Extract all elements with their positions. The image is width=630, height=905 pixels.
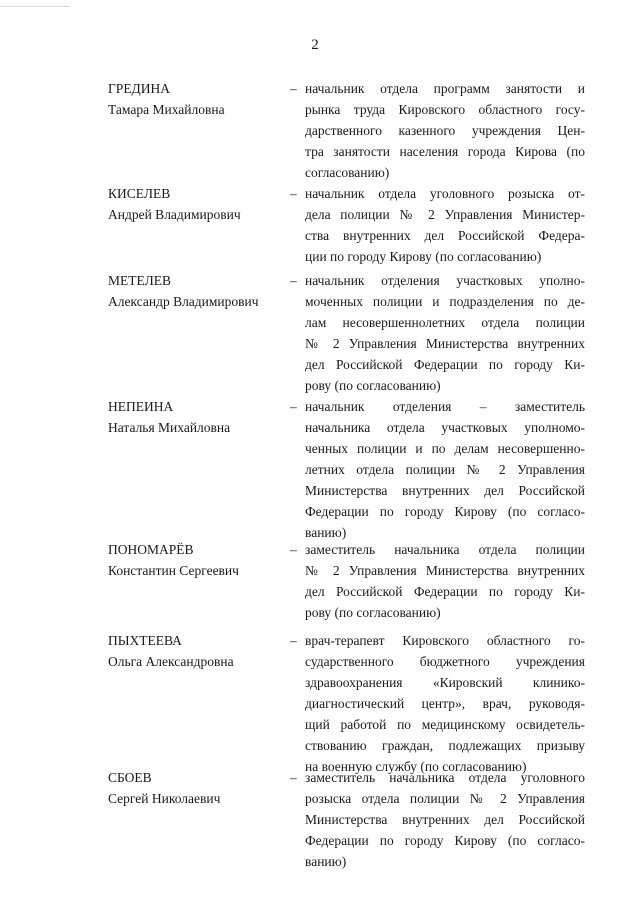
member-name	[108, 767, 283, 809]
position-line: № 2 Управления Министерства внутренних	[305, 563, 585, 578]
position-line: дарственного казенного учреждения Цен-	[305, 123, 585, 138]
position-line: Министерства внутренних дел Российской	[305, 483, 585, 498]
member-given-name: Константин Сергеевич	[108, 563, 239, 578]
position-line: летних отдела полиции № 2 Управления	[305, 462, 585, 477]
member-position	[305, 630, 585, 777]
member-surname: НЕПЕИНА	[108, 399, 174, 414]
position-line: Федерации по городу Кирову (по согласо-	[305, 833, 585, 848]
member-surname: ПЫХТЕЕВА	[108, 633, 182, 648]
member-name	[108, 270, 283, 312]
position-line: ствованию граждан, подлежащих призыву	[305, 738, 585, 753]
dash-separator: –	[290, 399, 297, 414]
position-line: дел Российской Федерации по городу Ки-	[305, 584, 585, 599]
position-line: лам несовершеннолетних отдела полиции	[305, 315, 585, 330]
position-line: диагностический центр», врач, руководя-	[305, 696, 585, 711]
position-line: начальник отдела программ занятости и	[305, 81, 585, 96]
member-surname: ГРЕДИНА	[108, 81, 171, 96]
position-line: Министерства внутренних дел Российской	[305, 812, 585, 827]
position-line: моченных полиции и подразделения по де-	[305, 294, 585, 309]
dash-separator: –	[290, 273, 297, 288]
position-line: тра занятости населения города Кирова (по	[305, 144, 585, 159]
dash-separator: –	[290, 81, 297, 96]
position-line: № 2 Управления Министерства внутренних	[305, 336, 585, 351]
position-line: рову (по согласованию)	[305, 378, 441, 393]
position-line: заместитель начальника отдела полиции	[305, 542, 585, 557]
position-line: на военную службу (по согласованию)	[305, 759, 527, 774]
position-line: дел Российской Федерации по городу Ки-	[305, 357, 585, 372]
member-given-name: Андрей Владимирович	[108, 207, 241, 222]
member-position	[305, 767, 585, 872]
dash-separator: –	[290, 770, 297, 785]
member-given-name: Сергей Николаевич	[108, 791, 221, 806]
position-line: ции по городу Кирову (по согласованию)	[305, 249, 542, 264]
position-line: розыска отдела полиции № 2 Управления	[305, 791, 585, 806]
position-line: ства внутренних дел Российской Федера-	[305, 228, 585, 243]
page-number: 2	[311, 37, 319, 53]
position-line: щий работой по медицинскому освидетель-	[305, 717, 585, 732]
member-name	[108, 396, 283, 438]
position-line: начальник отделения – заместитель	[305, 399, 585, 414]
scan-edge-mark	[0, 6, 70, 7]
dash-separator: –	[290, 542, 297, 557]
member-given-name: Тамара Михайловна	[108, 102, 225, 117]
position-line: начальник отделения участковых уполно-	[305, 273, 585, 288]
member-surname: СБОЕВ	[108, 770, 152, 785]
dash-separator: –	[290, 186, 297, 201]
dash-separator: –	[290, 633, 297, 648]
position-line: сударственного бюджетного учреждения	[305, 654, 585, 669]
member-name	[108, 539, 283, 581]
member-position	[305, 539, 585, 623]
member-position	[305, 78, 585, 183]
position-line: согласованию)	[305, 165, 390, 180]
position-line: ванию)	[305, 525, 347, 540]
member-name	[108, 183, 283, 225]
position-line: Федерации по городу Кирову (по согласо-	[305, 504, 585, 519]
member-position	[305, 396, 585, 543]
member-name	[108, 78, 283, 120]
member-position	[305, 183, 585, 267]
position-line: врач-терапевт Кировского областного го-	[305, 633, 585, 648]
member-surname: ПОНОМАРЁВ	[108, 542, 194, 557]
member-position	[305, 270, 585, 396]
position-line: дела полиции № 2 Управления Министер-	[305, 207, 585, 222]
member-given-name: Александр Владимирович	[108, 294, 259, 309]
position-line: ченных полиции и по делам несовершенно-	[305, 441, 585, 456]
position-line: начальника отдела участковых уполномо-	[305, 420, 585, 435]
member-given-name: Ольга Александровна	[108, 654, 234, 669]
member-name	[108, 630, 283, 672]
member-given-name: Наталья Михайловна	[108, 420, 231, 435]
position-line: рынка труда Кировского областного госу-	[305, 102, 585, 117]
position-line: ванию)	[305, 854, 347, 869]
member-surname: МЕТЕЛЕВ	[108, 273, 171, 288]
position-line: рову (по согласованию)	[305, 605, 441, 620]
position-line: здравоохранения «Кировский клинико-	[305, 675, 585, 690]
position-line: начальник отдела уголовного розыска от-	[305, 186, 585, 201]
position-line: заместитель начальника отдела уголовного	[305, 770, 585, 785]
member-surname: КИСЕЛЕВ	[108, 186, 171, 201]
